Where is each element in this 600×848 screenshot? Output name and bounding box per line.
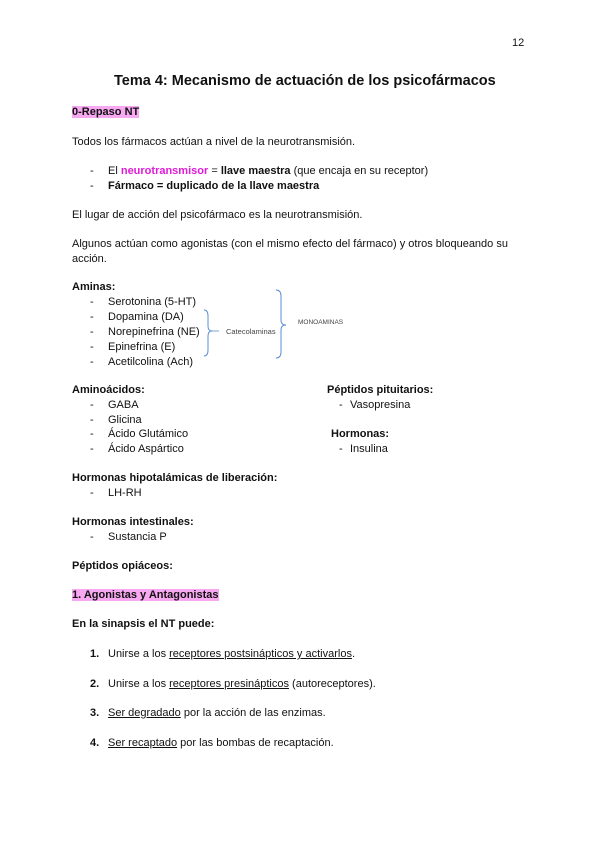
hormonas-hipotalamicas-heading: Hormonas hipotalámicas de liberación:: [72, 472, 278, 484]
list-item-epinefrina: Epinefrina (E): [108, 341, 176, 353]
bullet-dash: -: [90, 414, 94, 426]
hormonas-heading: Hormonas:: [331, 428, 390, 440]
bullet-dash: -: [90, 341, 94, 353]
list-item-acido-aspartico: Ácido Aspártico: [108, 443, 184, 455]
synapse-item-4: [108, 737, 334, 749]
bullet-dash: -: [90, 399, 94, 411]
paragraph-agonistas-line1: Algunos actúan como agonistas (con el mismo efecto del fármaco) y otros bloqueando su: [72, 238, 508, 250]
paragraph-lugar-accion: El lugar de acción del psicofármaco es la neurotransmisión.: [72, 209, 363, 221]
item-number: 4.: [90, 737, 100, 749]
bullet-prefix: El: [108, 165, 121, 177]
item-post: (autoreceptores).: [288, 678, 376, 690]
list-item-norepinefrina: Norepinefrina (NE): [108, 326, 200, 338]
hormonas-intestinales-heading: Hormonas intestinales:: [72, 516, 194, 528]
underlined-term: receptores presinápticos: [169, 678, 289, 690]
page-title: Tema 4: Mecanismo de actuación de los psicofármacos: [114, 73, 496, 89]
synapse-item-3: [108, 707, 326, 719]
list-item-insulina: Insulina: [350, 443, 388, 455]
term-neurotransmisor: neurotransmisor: [120, 165, 209, 177]
bullet-dash: -: [90, 443, 94, 455]
bullet-dash: -: [90, 180, 94, 192]
bullet-dash: -: [90, 428, 94, 440]
label-monoaminas: MONOAMINAS: [298, 319, 344, 326]
sinapsis-subheading: En la sinapsis el NT puede:: [72, 618, 215, 630]
brace-catecolaminas: [204, 310, 212, 356]
bullet-dash: -: [90, 531, 94, 543]
bullet-dash: -: [339, 399, 343, 411]
page-number: 12: [512, 37, 525, 49]
bullet-dash: -: [90, 296, 94, 308]
list-item-vasopresina: Vasopresina: [350, 399, 411, 411]
bullet-dash: -: [90, 311, 94, 323]
item-post: por la acción de las enzimas.: [180, 707, 326, 719]
paragraph-agonistas-line2: acción.: [72, 253, 107, 265]
synapse-item-2: [108, 678, 376, 690]
section-heading-repaso: 0-Repaso NT: [72, 106, 140, 118]
list-item-serotonina: Serotonina (5-HT): [108, 296, 197, 308]
item-number: 1.: [90, 648, 100, 660]
bullet-farmaco: Fármaco = duplicado de la llave maestra: [108, 180, 320, 192]
bullet-dash: -: [90, 487, 94, 499]
list-item-dopamina: Dopamina (DA): [108, 311, 184, 323]
bullet-rest: (que encaja en su receptor): [290, 165, 429, 177]
aminas-heading: Aminas:: [72, 281, 116, 293]
item-pre: Unirse a los: [108, 678, 170, 690]
label-catecolaminas: Catecolaminas: [226, 327, 276, 336]
underlined-term: receptores postsinápticos y activarlos: [169, 648, 352, 660]
item-pre: Unirse a los: [108, 648, 170, 660]
bullet-dash: -: [90, 326, 94, 338]
peptidos-opiaceos-heading: Péptidos opiáceos:: [72, 560, 173, 572]
intro-paragraph: Todos los fármacos actúan a nivel de la neurotransmisión.: [72, 136, 356, 148]
list-item-lh-rh: LH-RH: [108, 487, 142, 499]
list-item-glicina: Glicina: [108, 414, 142, 426]
equals-sign: =: [208, 165, 221, 177]
section-heading-agonistas: 1. Agonistas y Antagonistas: [72, 589, 219, 601]
list-item-sustancia-p: Sustancia P: [108, 531, 167, 543]
list-item-gaba: GABA: [108, 399, 139, 411]
bullet-dash: -: [90, 165, 94, 177]
underlined-term: Ser recaptado: [108, 737, 178, 749]
underlined-term: Ser degradado: [108, 707, 181, 719]
bullet-dash: -: [90, 356, 94, 368]
item-post: por las bombas de recaptación.: [177, 737, 334, 749]
list-item-acido-glutamico: Ácido Glutámico: [108, 428, 189, 440]
item-number: 3.: [90, 707, 100, 719]
item-number: 2.: [90, 678, 100, 690]
aminoacidos-heading: Aminoácidos:: [72, 384, 145, 396]
bullet-dash: -: [339, 443, 343, 455]
item-post: .: [351, 648, 356, 660]
synapse-item-1: [108, 648, 355, 660]
peptidos-pituitarios-heading: Péptidos pituitarios:: [327, 384, 434, 396]
term-llave-maestra: llave maestra: [220, 165, 291, 177]
brace-monoaminas: [276, 290, 286, 358]
list-item-acetilcolina: Acetilcolina (Ach): [108, 356, 193, 368]
